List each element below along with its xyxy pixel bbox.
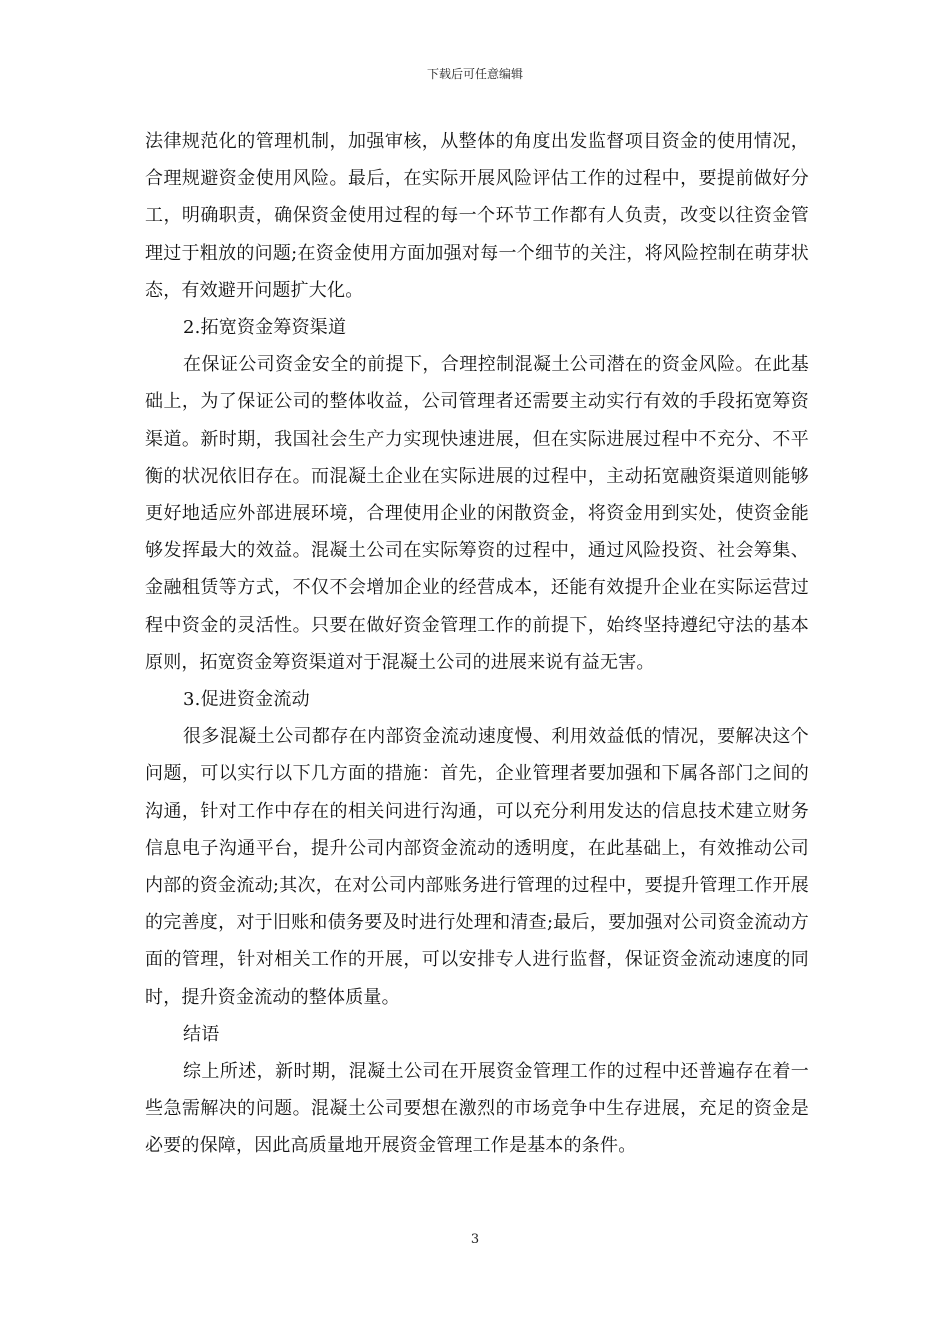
section-heading-financing-channels: 2.拓宽资金筹资渠道 xyxy=(183,317,347,339)
paragraph-risk-control: 法律规范化的管理机制，加强审核，从整体的角度出发监督项目资金的使用情况，合理规避资金使用风险。最后，在实际开展风险评估工作的过程中，要提前做好分工，明确职责，确保资金使用过程的每一个环节工作都有人负责，改变以往资金管理过于粗放的问题;在资金使用方面加强对每一个细节的关注，将风险控制在萌芽状态，有效避开问题扩大化。 xyxy=(145,131,809,301)
paragraph-fund-flow: 很多混凝土公司都存在内部资金流动速度慢、利用效益低的情况，要解决这个问题，可以实行以下几方面的措施：首先，企业管理者要加强和下属各部门之间的沟通，针对工作中存在的相关问进行沟通，可以充分利用发达的信息技术建立财务信息电子沟通平台，提升公司内部资金流动的透明度，在此基础上，有效推动公司内部的资金流动;其次，在对公司内部账务进行管理的过程中，要提升管理工作开展的完善度，对于旧账和债务要及时进行处理和清查;最后，要加强对公司资金流动方面的管理，针对相关工作的开展，可以安排专人进行监督，保证资金流动速度的同时，提升资金流动的整体质量。 xyxy=(145,726,809,1008)
section-heading-fund-flow: 3.促进资金流动 xyxy=(183,689,310,711)
page-header: 下载后可任意编辑 xyxy=(426,67,523,81)
page-number: 3 xyxy=(470,1232,480,1247)
paragraph-conclusion: 综上所述，新时期，混凝土公司在开展资金管理工作的过程中还普遍存在着一些急需解决的问题。混凝土公司要想在激烈的市场竞争中生存进展，充足的资金是必要的保障，因此高质量地开展资金管理工作是基本的条件。 xyxy=(145,1061,809,1157)
section-heading-conclusion: 结语 xyxy=(183,1023,220,1045)
paragraph-financing-channels: 在保证公司资金安全的前提下，合理控制混凝土公司潜在的资金风险。在此基础上，为了保证公司的整体收益，公司管理者还需要主动实行有效的手段拓宽筹资渠道。新时期，我国社会生产力实现快速进展，但在实际进展过程中不充分、不平衡的状况依旧存在。而混凝土企业在实际进展的过程中，主动拓宽融资渠道则能够更好地适应外部进展环境，合理使用企业的闲散资金，将资金用到实处，使资金能够发挥最大的效益。混凝土公司在实际筹资的过程中，通过风险投资、社会筹集、金融租赁等方式，不仅不会增加企业的经营成本，还能有效提升企业在实际运营过程中资金的灵活性。只要在做好资金管理工作的前提下，始终坚持遵纪守法的基本原则，拓宽资金筹资渠道对于混凝土公司的进展来说有益无害。 xyxy=(145,354,809,673)
document-body xyxy=(145,123,809,1165)
